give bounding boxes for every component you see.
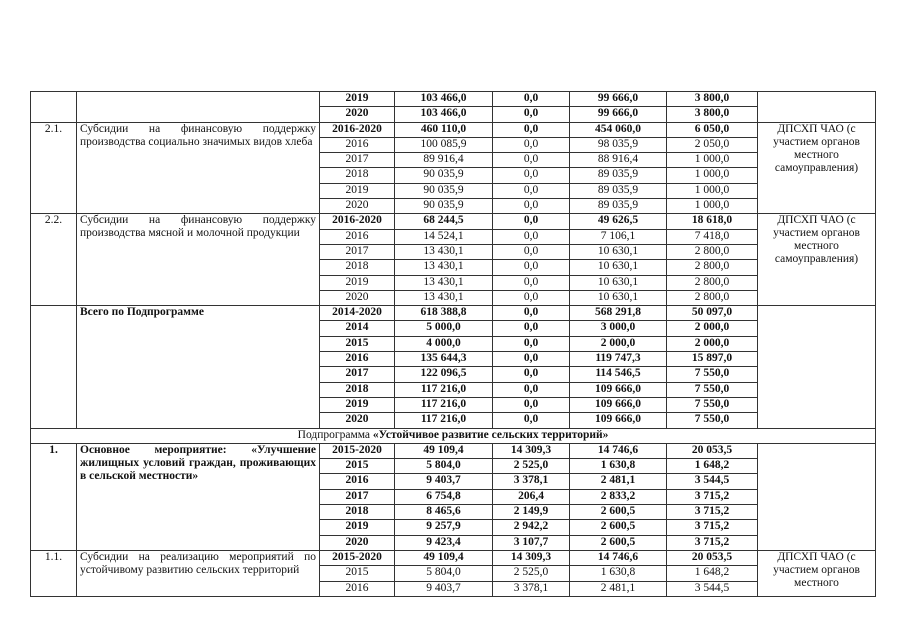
local-budget: 2 050,0 (667, 137, 758, 152)
total-amount: 618 388,8 (395, 306, 493, 321)
total-amount: 90 035,9 (395, 183, 493, 198)
district-budget: 3 000,0 (570, 321, 667, 336)
total-amount: 103 466,0 (395, 107, 493, 122)
district-budget: 14 746,6 (570, 443, 667, 458)
period: 2020 (320, 107, 395, 122)
federal-budget: 0,0 (493, 122, 570, 137)
federal-budget: 0,0 (493, 367, 570, 382)
total-amount: 460 110,0 (395, 122, 493, 137)
responsible-executor: ДПСХП ЧАО (с участием органов местного (758, 550, 876, 596)
total-amount: 90 035,9 (395, 199, 493, 214)
table-row (31, 443, 876, 458)
federal-budget: 0,0 (493, 107, 570, 122)
total-amount: 4 000,0 (395, 336, 493, 351)
item-name: Субсидии на реализацию мероприятий по устойчивому развитию сельских территорий (77, 550, 320, 596)
period: 2017 (320, 367, 395, 382)
local-budget: 2 000,0 (667, 321, 758, 336)
local-budget: 7 550,0 (667, 413, 758, 428)
period: 2017 (320, 489, 395, 504)
federal-budget: 0,0 (493, 321, 570, 336)
federal-budget: 0,0 (493, 413, 570, 428)
responsible-executor: ДПСХП ЧАО (с участием органов местного самоуправления) (758, 122, 876, 214)
federal-budget: 2 942,2 (493, 520, 570, 535)
total-amount: 49 109,4 (395, 550, 493, 565)
district-budget: 2 481,1 (570, 474, 667, 489)
period: 2017 (320, 244, 395, 259)
local-budget: 2 800,0 (667, 260, 758, 275)
total-amount: 122 096,5 (395, 367, 493, 382)
district-budget: 89 035,9 (570, 183, 667, 198)
federal-budget: 0,0 (493, 290, 570, 305)
subprogram-header-row (31, 428, 876, 443)
total-amount: 6 754,8 (395, 489, 493, 504)
item-name: Основное мероприятие: «Улучшение жилищных условий граждан, проживающих в сельской местности» (77, 443, 320, 550)
total-amount: 13 430,1 (395, 260, 493, 275)
period: 2014-2020 (320, 306, 395, 321)
period: 2016 (320, 581, 395, 596)
total-amount: 100 085,9 (395, 137, 493, 152)
subprogram-name: «Устойчивое развитие сельских территорий» (372, 428, 609, 441)
district-budget: 10 630,1 (570, 275, 667, 290)
item-name (77, 92, 320, 123)
table-row (31, 92, 876, 107)
item-name: Субсидии на финансовую поддержку производства социально значимых видов хлеба (77, 122, 320, 214)
federal-budget: 3 378,1 (493, 581, 570, 596)
total-amount: 5 000,0 (395, 321, 493, 336)
period: 2016-2020 (320, 122, 395, 137)
federal-budget: 0,0 (493, 183, 570, 198)
federal-budget: 3 107,7 (493, 535, 570, 550)
federal-budget: 0,0 (493, 153, 570, 168)
district-budget: 109 666,0 (570, 382, 667, 397)
district-budget: 98 035,9 (570, 137, 667, 152)
local-budget: 3 715,2 (667, 535, 758, 550)
district-budget: 7 106,1 (570, 229, 667, 244)
local-budget: 3 715,2 (667, 489, 758, 504)
period: 2016 (320, 229, 395, 244)
district-budget: 119 747,3 (570, 352, 667, 367)
federal-budget: 2 525,0 (493, 566, 570, 581)
item-number (31, 306, 77, 428)
period: 2019 (320, 397, 395, 412)
district-budget: 568 291,8 (570, 306, 667, 321)
period: 2015 (320, 566, 395, 581)
local-budget: 7 550,0 (667, 397, 758, 412)
period: 2019 (320, 520, 395, 535)
total-amount: 9 423,4 (395, 535, 493, 550)
local-budget: 3 800,0 (667, 107, 758, 122)
total-amount: 9 257,9 (395, 520, 493, 535)
federal-budget: 2 525,0 (493, 459, 570, 474)
total-amount: 13 430,1 (395, 290, 493, 305)
period: 2016-2020 (320, 214, 395, 229)
district-budget: 1 630,8 (570, 459, 667, 474)
district-budget: 2 600,5 (570, 520, 667, 535)
local-budget: 1 000,0 (667, 153, 758, 168)
item-number: 1. (31, 443, 77, 550)
period: 2016 (320, 352, 395, 367)
local-budget: 3 715,2 (667, 520, 758, 535)
subprogram-header (31, 428, 876, 443)
district-budget: 2 481,1 (570, 581, 667, 596)
federal-budget: 0,0 (493, 92, 570, 107)
period: 2018 (320, 260, 395, 275)
local-budget: 2 800,0 (667, 275, 758, 290)
total-amount: 14 524,1 (395, 229, 493, 244)
period: 2020 (320, 413, 395, 428)
local-budget: 7 550,0 (667, 367, 758, 382)
item-number: 2.1. (31, 122, 77, 214)
total-amount: 90 035,9 (395, 168, 493, 183)
item-number: 2.2. (31, 214, 77, 306)
local-budget: 1 648,2 (667, 566, 758, 581)
district-budget: 109 666,0 (570, 397, 667, 412)
total-amount: 9 403,7 (395, 581, 493, 596)
federal-budget: 0,0 (493, 199, 570, 214)
table-row (31, 122, 876, 137)
period: 2016 (320, 474, 395, 489)
item-number (31, 92, 77, 123)
total-amount: 117 216,0 (395, 413, 493, 428)
local-budget: 20 053,5 (667, 550, 758, 565)
federal-budget: 0,0 (493, 275, 570, 290)
local-budget: 3 544,5 (667, 581, 758, 596)
period: 2015 (320, 336, 395, 351)
local-budget: 18 618,0 (667, 214, 758, 229)
total-amount: 13 430,1 (395, 244, 493, 259)
local-budget: 1 648,2 (667, 459, 758, 474)
total-amount: 5 804,0 (395, 566, 493, 581)
district-budget: 99 666,0 (570, 92, 667, 107)
local-budget: 1 000,0 (667, 168, 758, 183)
period: 2019 (320, 92, 395, 107)
federal-budget: 0,0 (493, 306, 570, 321)
total-amount: 8 465,6 (395, 505, 493, 520)
district-budget: 114 546,5 (570, 367, 667, 382)
federal-budget: 0,0 (493, 168, 570, 183)
period: 2018 (320, 505, 395, 520)
total-amount: 135 644,3 (395, 352, 493, 367)
subprogram-prefix: Подпрограмма (297, 428, 373, 441)
period: 2020 (320, 199, 395, 214)
local-budget: 7 550,0 (667, 382, 758, 397)
responsible-executor (758, 92, 876, 123)
local-budget: 3 800,0 (667, 92, 758, 107)
item-number: 1.1. (31, 550, 77, 596)
district-budget: 10 630,1 (570, 290, 667, 305)
total-amount: 117 216,0 (395, 382, 493, 397)
period: 2014 (320, 321, 395, 336)
period: 2018 (320, 168, 395, 183)
federal-budget: 0,0 (493, 336, 570, 351)
total-amount: 13 430,1 (395, 275, 493, 290)
period: 2015-2020 (320, 550, 395, 565)
table-row (31, 306, 876, 321)
local-budget: 3 544,5 (667, 474, 758, 489)
item-name: Субсидии на финансовую поддержку производства мясной и молочной продукции (77, 214, 320, 306)
budget-table (30, 91, 876, 597)
table-row (31, 214, 876, 229)
district-budget: 2 600,5 (570, 505, 667, 520)
local-budget: 1 000,0 (667, 199, 758, 214)
responsible-executor (758, 306, 876, 428)
local-budget: 15 897,0 (667, 352, 758, 367)
total-amount: 89 916,4 (395, 153, 493, 168)
federal-budget: 0,0 (493, 214, 570, 229)
district-budget: 2 000,0 (570, 336, 667, 351)
total-amount: 68 244,5 (395, 214, 493, 229)
district-budget: 10 630,1 (570, 244, 667, 259)
district-budget: 1 630,8 (570, 566, 667, 581)
district-budget: 89 035,9 (570, 168, 667, 183)
period: 2019 (320, 183, 395, 198)
total-amount: 5 804,0 (395, 459, 493, 474)
table-body (31, 92, 876, 597)
local-budget: 3 715,2 (667, 505, 758, 520)
district-budget: 454 060,0 (570, 122, 667, 137)
district-budget: 88 916,4 (570, 153, 667, 168)
federal-budget: 206,4 (493, 489, 570, 504)
responsible-executor (758, 443, 876, 550)
federal-budget: 2 149,9 (493, 505, 570, 520)
federal-budget: 14 309,3 (493, 550, 570, 565)
district-budget: 99 666,0 (570, 107, 667, 122)
table-row (31, 550, 876, 565)
local-budget: 2 000,0 (667, 336, 758, 351)
total-amount: 9 403,7 (395, 474, 493, 489)
district-budget: 2 600,5 (570, 535, 667, 550)
period: 2018 (320, 382, 395, 397)
district-budget: 10 630,1 (570, 260, 667, 275)
period: 2019 (320, 275, 395, 290)
period: 2015-2020 (320, 443, 395, 458)
item-name: Всего по Подпрограмме (77, 306, 320, 428)
local-budget: 6 050,0 (667, 122, 758, 137)
total-amount: 103 466,0 (395, 92, 493, 107)
district-budget: 89 035,9 (570, 199, 667, 214)
federal-budget: 0,0 (493, 244, 570, 259)
district-budget: 109 666,0 (570, 413, 667, 428)
local-budget: 2 800,0 (667, 244, 758, 259)
federal-budget: 0,0 (493, 260, 570, 275)
federal-budget: 0,0 (493, 382, 570, 397)
period: 2020 (320, 290, 395, 305)
period: 2016 (320, 137, 395, 152)
local-budget: 20 053,5 (667, 443, 758, 458)
federal-budget: 3 378,1 (493, 474, 570, 489)
total-amount: 49 109,4 (395, 443, 493, 458)
local-budget: 2 800,0 (667, 290, 758, 305)
district-budget: 49 626,5 (570, 214, 667, 229)
district-budget: 2 833,2 (570, 489, 667, 504)
period: 2017 (320, 153, 395, 168)
responsible-executor: ДПСХП ЧАО (с участием органов местного самоуправления) (758, 214, 876, 306)
local-budget: 1 000,0 (667, 183, 758, 198)
federal-budget: 14 309,3 (493, 443, 570, 458)
period: 2015 (320, 459, 395, 474)
total-amount: 117 216,0 (395, 397, 493, 412)
district-budget: 14 746,6 (570, 550, 667, 565)
period: 2020 (320, 535, 395, 550)
federal-budget: 0,0 (493, 229, 570, 244)
federal-budget: 0,0 (493, 137, 570, 152)
local-budget: 50 097,0 (667, 306, 758, 321)
federal-budget: 0,0 (493, 397, 570, 412)
local-budget: 7 418,0 (667, 229, 758, 244)
federal-budget: 0,0 (493, 352, 570, 367)
